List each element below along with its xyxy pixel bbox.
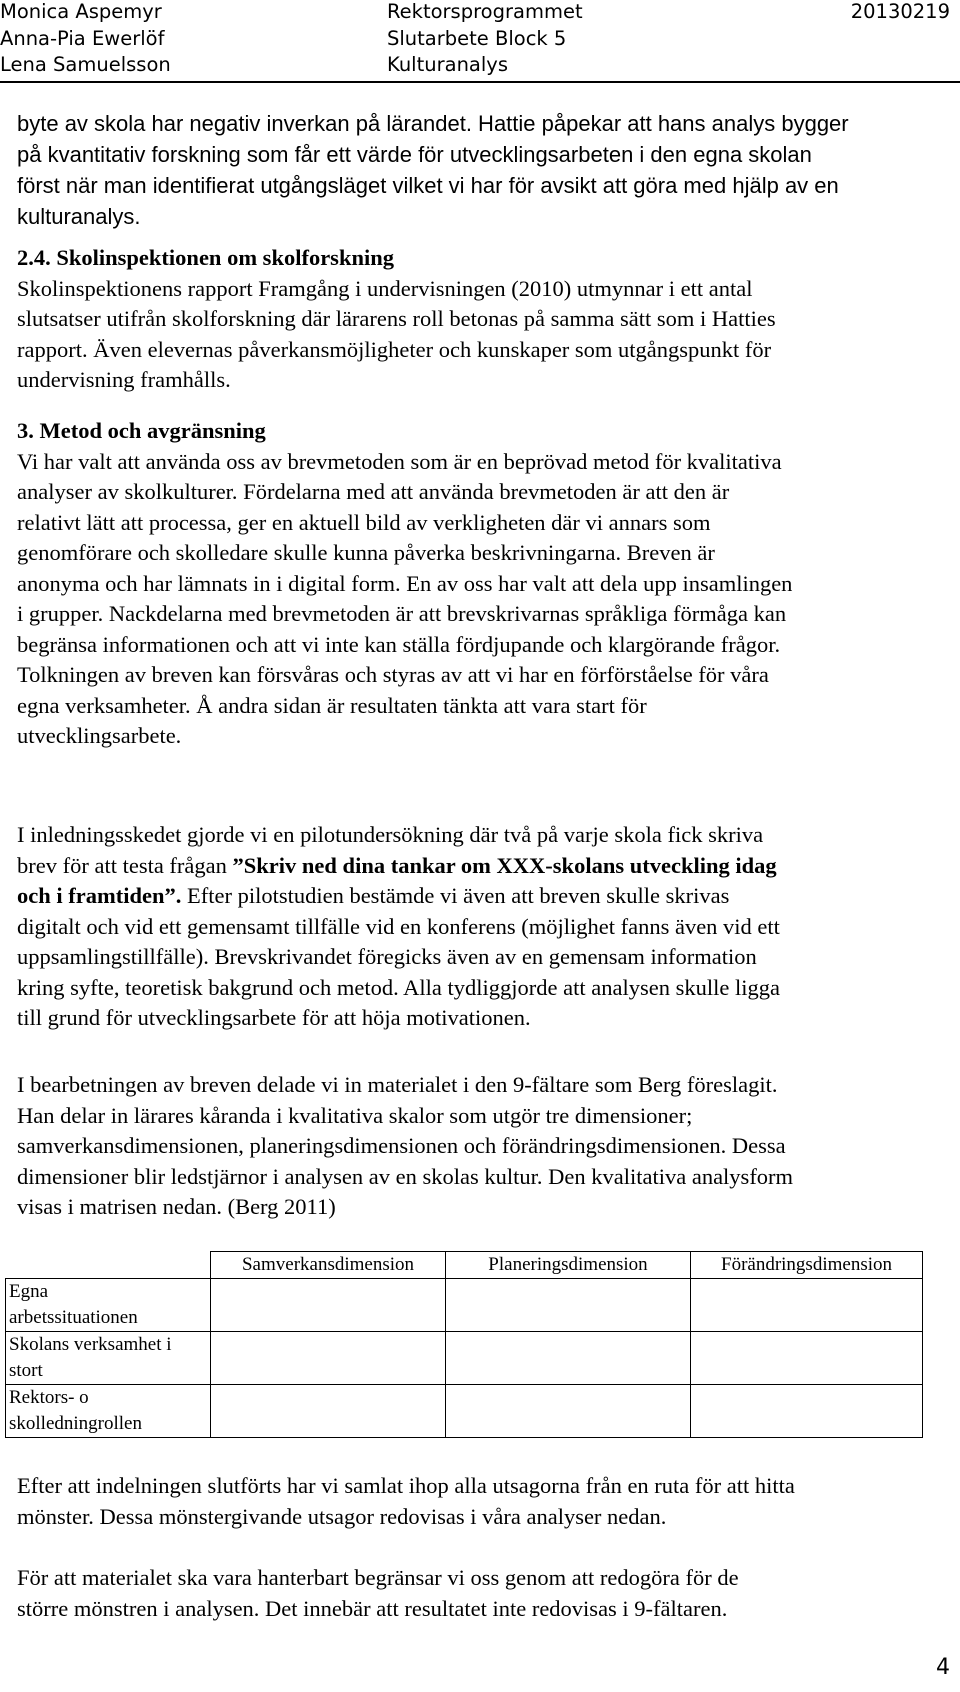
text-line: visas i matrisen nedan. (Berg 2011) xyxy=(17,1194,336,1219)
text-line: Tolkningen av breven kan försvåras och styras av att vi har en förförståelse för våra xyxy=(17,662,769,687)
after-paragraph-1 xyxy=(17,1471,952,1532)
text-line xyxy=(17,851,952,882)
text-line: mönster. Dessa mönstergivande utsagor redovisas i våra analyser nedan. xyxy=(17,1503,667,1529)
text-line: Vi har valt att använda oss av brevmetoden som är en beprövad metod för kvalitativa xyxy=(17,448,782,474)
text-line: rapport. Även elevernas påverkansmöjligheter och kunskaper som utgångspunkt för xyxy=(17,336,772,362)
row-label-line: Skolans verksamhet i xyxy=(9,1334,172,1355)
row-label-line: Egna xyxy=(9,1281,49,1302)
text-line: begränsa informationen och att vi inte kan ställa fördjupande och klargörande frågor. xyxy=(17,631,781,657)
text-line: först när man identifierat utgångsläget vilket vi har för avsikt att göra med hjälp av en xyxy=(17,173,839,198)
text-line: För att materialet ska vara hanterbart begränsar vi oss genom att redogöra för de xyxy=(17,1565,739,1590)
text-run: brev för att testa frågan xyxy=(17,852,233,878)
question-text: och i framtiden”. xyxy=(17,883,182,908)
matrix-cell xyxy=(211,1332,446,1385)
header-program-line: Rektorsprogrammet xyxy=(387,0,583,23)
header-program-line: Kulturanalys xyxy=(387,53,508,76)
text-line: genomförare och skolledare skulle kunna påverka beskrivningarna. Breven är xyxy=(17,540,715,565)
header-author: Anna-Pia Ewerlöf xyxy=(0,26,165,50)
text-line: utvecklingsarbete. xyxy=(17,723,182,748)
text-line: Efter att indelningen slutförts har vi samlat ihop alla utsagorna från en ruta för att hitta xyxy=(17,1473,795,1498)
header-program xyxy=(387,0,583,79)
text-line: byte av skola har negativ inverkan på lärandet. Hattie påpekar att hans analys bygger xyxy=(17,111,849,136)
text-line: analyser av skolkulturer. Fördelarna med att använda brevmetoden är att den är xyxy=(17,479,730,504)
text-line: större mönstren i analysen. Det innebär att resultatet inte redovisas i 9-fältaren. xyxy=(17,1595,728,1621)
matrix-row-header xyxy=(6,1332,211,1385)
section-heading: 3. Metod och avgränsning xyxy=(17,418,266,443)
text-line: Skolinspektionens rapport Framgång i undervisningen (2010) utmynnar i ett antal xyxy=(17,275,753,301)
matrix-cell xyxy=(691,1332,923,1385)
page-header xyxy=(0,0,960,82)
matrix-cell xyxy=(211,1279,446,1332)
matrix-cell xyxy=(211,1385,446,1438)
nine-field-matrix xyxy=(5,1251,923,1438)
matrix-row-header xyxy=(6,1279,211,1332)
text-line: dimensioner blir ledstjärnor i analysen av en skolas kultur. Den kvalitativa analysform xyxy=(17,1163,794,1189)
header-author: Lena Samuelsson xyxy=(0,53,171,76)
matrix-row xyxy=(6,1385,923,1438)
question-text: ”Skriv ned dina tankar om XXX-skolans utveckling idag xyxy=(232,852,777,878)
header-date xyxy=(851,0,950,26)
text-line: Han delar in lärares kåranda i kvalitativa skalor som utgör tre dimensioner; xyxy=(17,1102,693,1128)
text-line xyxy=(17,881,952,912)
text-line: egna verksamheter. Å andra sidan är resultaten tänkta att vara start för xyxy=(17,692,647,718)
page-number: 4 xyxy=(936,1655,950,1680)
section-heading: 2.4. Skolinspektionen om skolforskning xyxy=(17,245,394,270)
text-line: digitalt och vid ett gemensamt tillfälle vid en konferens (möjlighet fanns även vid ett xyxy=(17,913,780,939)
row-label-line: skolledningrollen xyxy=(9,1413,142,1434)
text-line: I bearbetningen av breven delade vi in materialet i den 9-fältare som Berg föreslagit. xyxy=(17,1072,778,1097)
text-line: anonyma och har lämnats in i digital form. En av oss har valt att dela upp insamlingen xyxy=(17,570,793,596)
text-line: till grund för utvecklingsarbete för att höja motivationen. xyxy=(17,1005,531,1030)
matrix-corner xyxy=(6,1252,211,1279)
pilot-paragraph xyxy=(17,820,952,1034)
row-label-line: Rektors- o xyxy=(9,1387,89,1408)
text-line: kring syfte, teoretisk bakgrund och metod. Alla tydliggjorde att analysen skulle ligga xyxy=(17,974,780,1000)
matrix-cell xyxy=(446,1279,691,1332)
matrix-column-header: Förändringsdimension xyxy=(691,1252,923,1279)
text-line: på kvantitativ forskning som får ett värde för utvecklingsarbeten i den egna skolan xyxy=(17,142,812,167)
section-2-4 xyxy=(17,243,952,396)
header-program-line: Slutarbete Block 5 xyxy=(387,26,567,50)
text-line: kulturanalys. xyxy=(17,204,141,229)
text-line: undervisning framhålls. xyxy=(17,367,231,392)
matrix-column-header: Samverkansdimension xyxy=(211,1252,446,1279)
header-rule xyxy=(0,81,960,83)
header-author: Monica Aspemyr xyxy=(0,0,162,23)
matrix-row xyxy=(6,1332,923,1385)
text-line: I inledningsskedet gjorde vi en pilotundersökning där två på varje skola fick skriva xyxy=(17,822,764,847)
section-3 xyxy=(17,416,952,752)
matrix-row xyxy=(6,1279,923,1332)
intro-paragraph xyxy=(17,108,957,232)
header-authors xyxy=(0,0,171,79)
text-line: samverkansdimensionen, planeringsdimensionen och förändringsdimensionen. Dessa xyxy=(17,1133,786,1158)
berg-paragraph xyxy=(17,1070,952,1223)
matrix-cell xyxy=(691,1279,923,1332)
text-line: uppsamlingstillfälle). Brevskrivandet föregicks även av en gemensam information xyxy=(17,944,757,969)
matrix-header-row xyxy=(6,1252,923,1279)
matrix-cell xyxy=(691,1385,923,1438)
text-line: i grupper. Nackdelarna med brevmetoden är att brevskrivarnas språkliga förmåga kan xyxy=(17,601,787,626)
matrix-row-header xyxy=(6,1385,211,1438)
matrix-column-header: Planeringsdimension xyxy=(446,1252,691,1279)
text-line: slutsatser utifrån skolforskning där lärarens roll betonas på samma sätt som i Hatties xyxy=(17,306,776,331)
text-line: relativt lätt att processa, ger en aktuell bild av verkligheten där vi annars som xyxy=(17,509,711,535)
matrix-cell xyxy=(446,1332,691,1385)
row-label-line: stort xyxy=(9,1360,43,1381)
row-label-line: arbetssituationen xyxy=(9,1307,138,1328)
header-date-text: 20130219 xyxy=(850,0,950,23)
text-run: Efter pilotstudien bestämde vi även att breven skulle skrivas xyxy=(181,883,730,908)
after-paragraph-2 xyxy=(17,1563,952,1624)
matrix-cell xyxy=(446,1385,691,1438)
